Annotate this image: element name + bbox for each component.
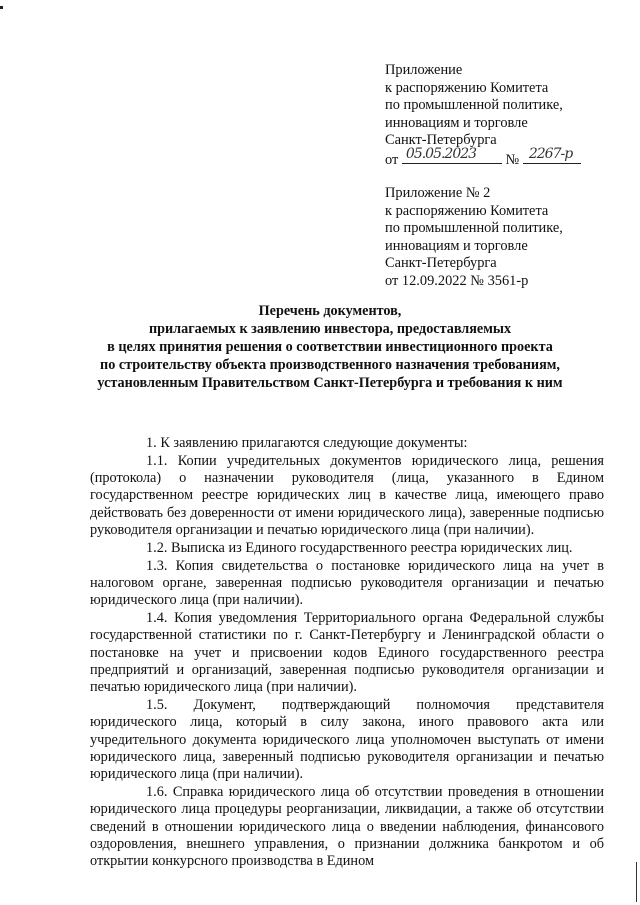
header-line: Приложение № 2	[385, 185, 491, 201]
number-prefix: №	[505, 151, 520, 168]
document-body	[90, 435, 604, 871]
paragraph	[90, 453, 604, 539]
paragraph-text: Копии учредительных документов юридического лица, решения (протокола) о назначении руководителя (лица, указанного в Едином государственном реестре юридических лиц в качестве лица, имеющего право действовать без доверенности от имени юридического лица), заверенные подписью руководителя организации и печатью юридического лица (при наличии).	[90, 452, 605, 538]
paragraph	[90, 435, 604, 452]
paragraph-number: 1.	[146, 435, 157, 451]
handwritten-number: 2267-р	[528, 145, 573, 162]
appendix-header-original	[385, 185, 625, 291]
paragraph-text: К заявлению прилагаются следующие документы:	[160, 435, 468, 451]
header-line: Санкт-Петербурга	[385, 132, 497, 149]
handwritten-date: 05.05.2023	[405, 145, 477, 162]
paragraph-number: 1.3.	[146, 557, 168, 574]
header-line: от 12.09.2022 № 3561-р	[385, 272, 529, 289]
date-prefix: от	[385, 151, 399, 168]
paragraph-text: Справка юридического лица об отсутствии проведения в отношении юридического лица процедуры реорганизации, ликвидации, а также об отсутствии сведений в отношении юридического лица о введении наблюдения, финансового оздоровления, внешнего управления, о признании должника банкротом и об открытии конкурсного производства в Едином	[90, 783, 604, 870]
header-line: инновациям и торговле	[385, 237, 528, 254]
paragraph	[90, 540, 604, 557]
number-field	[523, 145, 581, 164]
paragraph-number: 1.2.	[146, 539, 168, 556]
header-line: по промышленной политике,	[385, 220, 563, 237]
paragraph-number: 1.1.	[146, 452, 168, 469]
paragraph	[90, 610, 604, 696]
paragraph-number: 1.4.	[146, 609, 168, 626]
document-title	[60, 302, 600, 392]
paragraph-text: Выписка из Единого государственного реестра юридических лиц.	[171, 539, 573, 556]
paragraph	[90, 784, 604, 870]
title-line: прилагаемых к заявлению инвестора, предоставляемых	[148, 321, 512, 337]
date-number-line	[385, 145, 625, 168]
scan-mark	[0, 6, 3, 9]
paragraph	[90, 697, 604, 783]
header-line: по промышленной политике,	[385, 97, 563, 114]
title-line: установленным Правительством Санкт-Петербурга и требования к ним	[97, 375, 563, 391]
appendix-header-current	[385, 62, 625, 168]
header-line: Приложение	[385, 62, 463, 78]
date-field	[402, 145, 502, 164]
paragraph-number: 1.5.	[146, 696, 168, 713]
title-line: Перечень документов,	[258, 303, 402, 319]
title-line: в целях принятия решения о соответствии инвестиционного проекта	[107, 339, 553, 355]
header-line: инновациям и торговле	[385, 114, 528, 131]
paragraph-text: Копия уведомления Территориального органа Федеральной службы государственной статистики по г. Санкт-Петербургу и Ленинградской области о постановке на учет и присвоении кодов Единого государственного реестра предприятий и организаций, заверенная подписью руководителя организации и печатью юридического лица (при наличии).	[90, 609, 604, 696]
scan-edge-line	[636, 862, 637, 902]
title-line: по строительству объекта производственного назначения требованиям,	[100, 357, 560, 373]
header-line: Санкт-Петербурга	[385, 255, 497, 272]
paragraph	[90, 558, 604, 610]
header-line: к распоряжению Комитета	[385, 202, 549, 219]
paragraph-number: 1.6.	[146, 783, 168, 800]
paragraph-text: Копия свидетельства о постановке юридического лица на учет в налоговом органе, заверенная подписью руководителя организации и печатью юридического лица (при наличии).	[90, 557, 604, 609]
paragraph-text: Документ, подтверждающий полномочия представителя юридического лица, который в силу закона, иного правового акта или учредительного документа юридического лица уполномочен выступать от имени юридического лица, заверенный подписью руководителя организации и печатью юридического лица (при наличии).	[90, 696, 605, 783]
header-line: к распоряжению Комитета	[385, 79, 549, 96]
